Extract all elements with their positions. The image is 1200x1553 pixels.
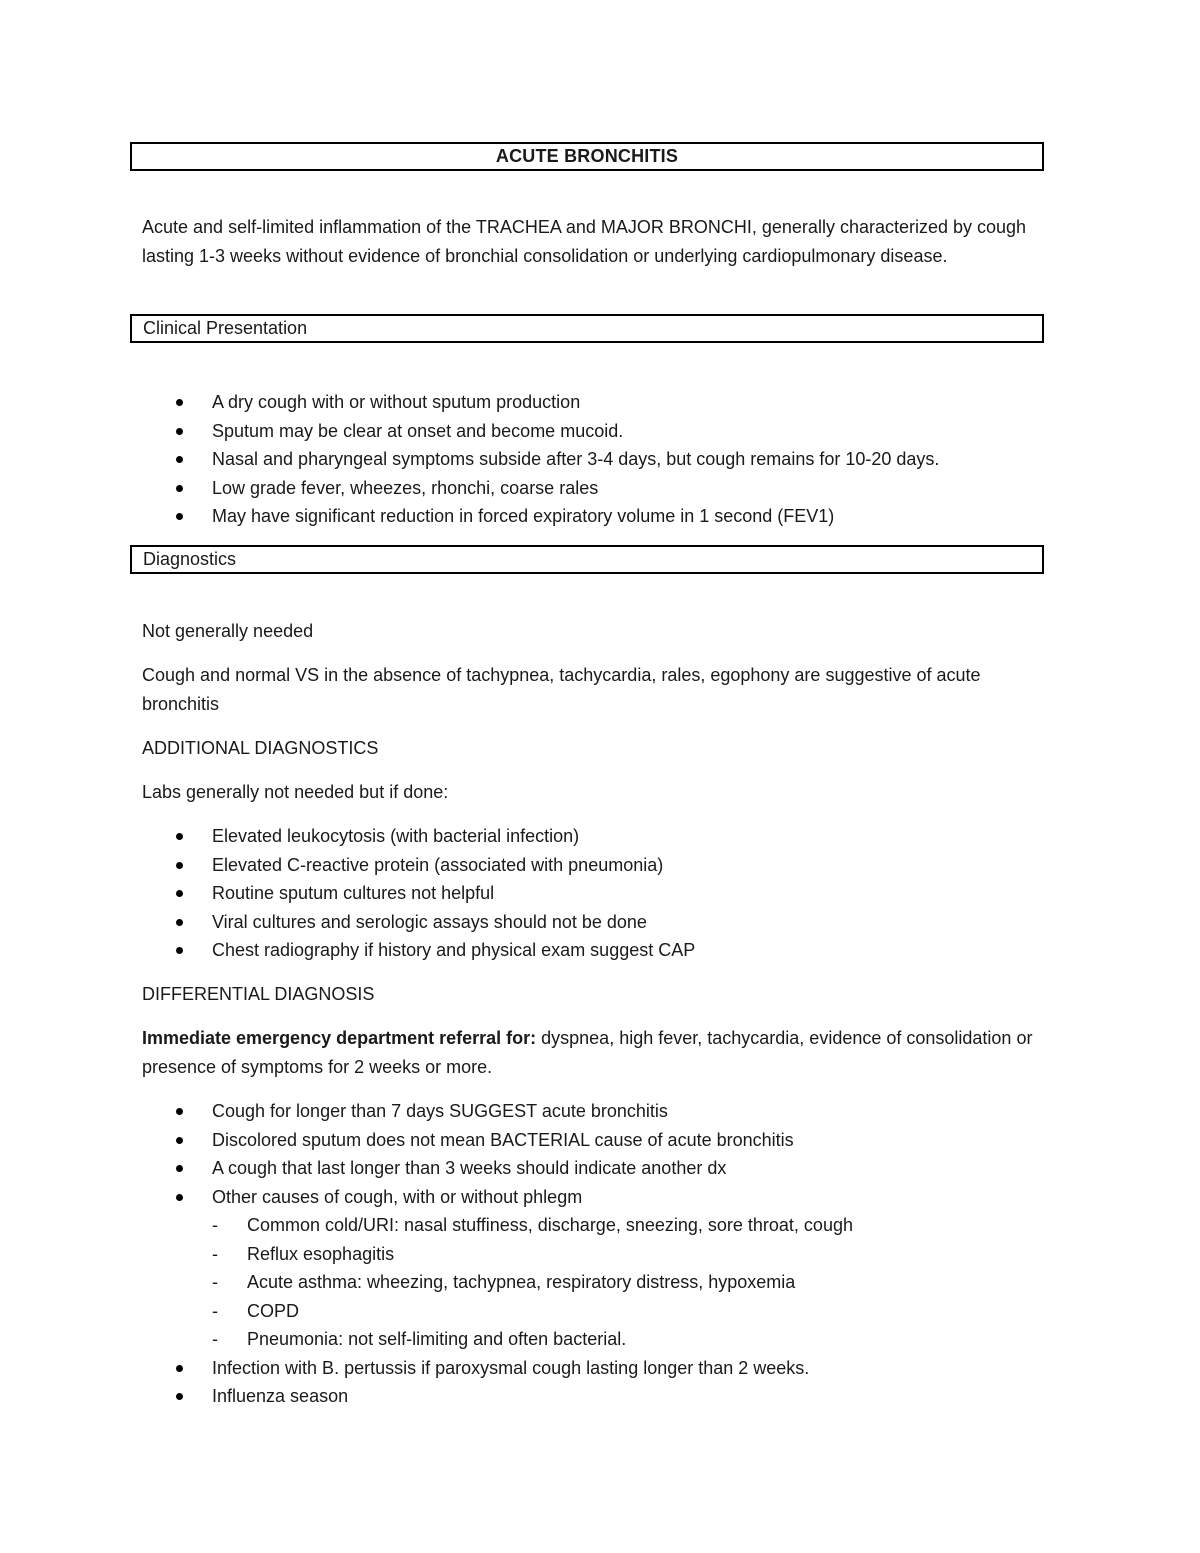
list-item: A cough that last longer than 3 weeks should indicate another dx — [0, 1154, 1080, 1183]
clinical-presentation-heading: Clinical Presentation — [130, 314, 1044, 343]
list-item: Discolored sputum does not mean BACTERIAL cause of acute bronchitis — [0, 1126, 1080, 1155]
sub-list-item: - Acute asthma: wheezing, tachypnea, respiratory distress, hypoxemia — [0, 1268, 1080, 1297]
list-item: Cough for longer than 7 days SUGGEST acute bronchitis — [0, 1097, 1080, 1126]
clinical-presentation-list — [0, 388, 1080, 531]
referral-text: dyspnea, high fever, tachycardia, evidence of consolidation or presence of symptoms for 2 weeks or more. — [142, 1028, 1033, 1077]
intro-paragraph: Acute and self-limited inflammation of the TRACHEA and MAJOR BRONCHI, generally characterized by cough lasting 1-3 weeks without evidence of bronchial consolidation or underlying cardiopulmonary disease. — [142, 217, 1027, 266]
list-item: May have significant reduction in forced expiratory volume in 1 second (FEV1) — [0, 502, 1080, 531]
differential-diagnosis-heading: DIFFERENTIAL DIAGNOSIS — [142, 984, 375, 1004]
list-item: Chest radiography if history and physical exam suggest CAP — [0, 936, 1080, 965]
additional-diagnostics-heading: ADDITIONAL DIAGNOSTICS — [142, 738, 379, 758]
document-title: ACUTE BRONCHITIS — [130, 142, 1044, 171]
list-item: Sputum may be clear at onset and become mucoid. — [0, 417, 1080, 446]
list-item: Infection with B. pertussis if paroxysmal cough lasting longer than 2 weeks. — [0, 1354, 1080, 1383]
not-needed-text: Not generally needed — [142, 621, 314, 641]
list-item: Low grade fever, wheezes, rhonchi, coarse rales — [0, 474, 1080, 503]
list-item: Elevated C-reactive protein (associated with pneumonia) — [0, 851, 1080, 880]
labs-intro-text: Labs generally not needed but if done: — [142, 782, 449, 802]
referral-label: Immediate emergency department referral for: — [142, 1028, 537, 1048]
list-item: Nasal and pharyngeal symptoms subside after 3-4 days, but cough remains for 10-20 days. — [0, 445, 1080, 474]
sub-list-item: - Common cold/URI: nasal stuffiness, discharge, sneezing, sore throat, cough — [0, 1211, 1080, 1240]
list-item: Other causes of cough, with or without phlegm — [0, 1183, 1080, 1212]
differential-list — [0, 1097, 1080, 1411]
list-item: Elevated leukocytosis (with bacterial infection) — [0, 822, 1080, 851]
list-item: Routine sputum cultures not helpful — [0, 879, 1080, 908]
list-item: Viral cultures and serologic assays should not be done — [0, 908, 1080, 937]
list-item: Influenza season — [0, 1382, 1080, 1411]
labs-list — [0, 822, 1080, 965]
list-item: A dry cough with or without sputum production — [0, 388, 1080, 417]
diagnostics-heading: Diagnostics — [130, 545, 1044, 574]
sub-list-item: - Reflux esophagitis — [0, 1240, 1080, 1269]
cough-normal-paragraph: Cough and normal VS in the absence of tachypnea, tachycardia, rales, egophony are suggestive of acute bronchitis — [142, 665, 981, 714]
sub-list-item: - COPD — [0, 1297, 1080, 1326]
sub-list-item: - Pneumonia: not self-limiting and often bacterial. — [0, 1325, 1080, 1354]
referral-paragraph — [142, 1024, 1047, 1082]
